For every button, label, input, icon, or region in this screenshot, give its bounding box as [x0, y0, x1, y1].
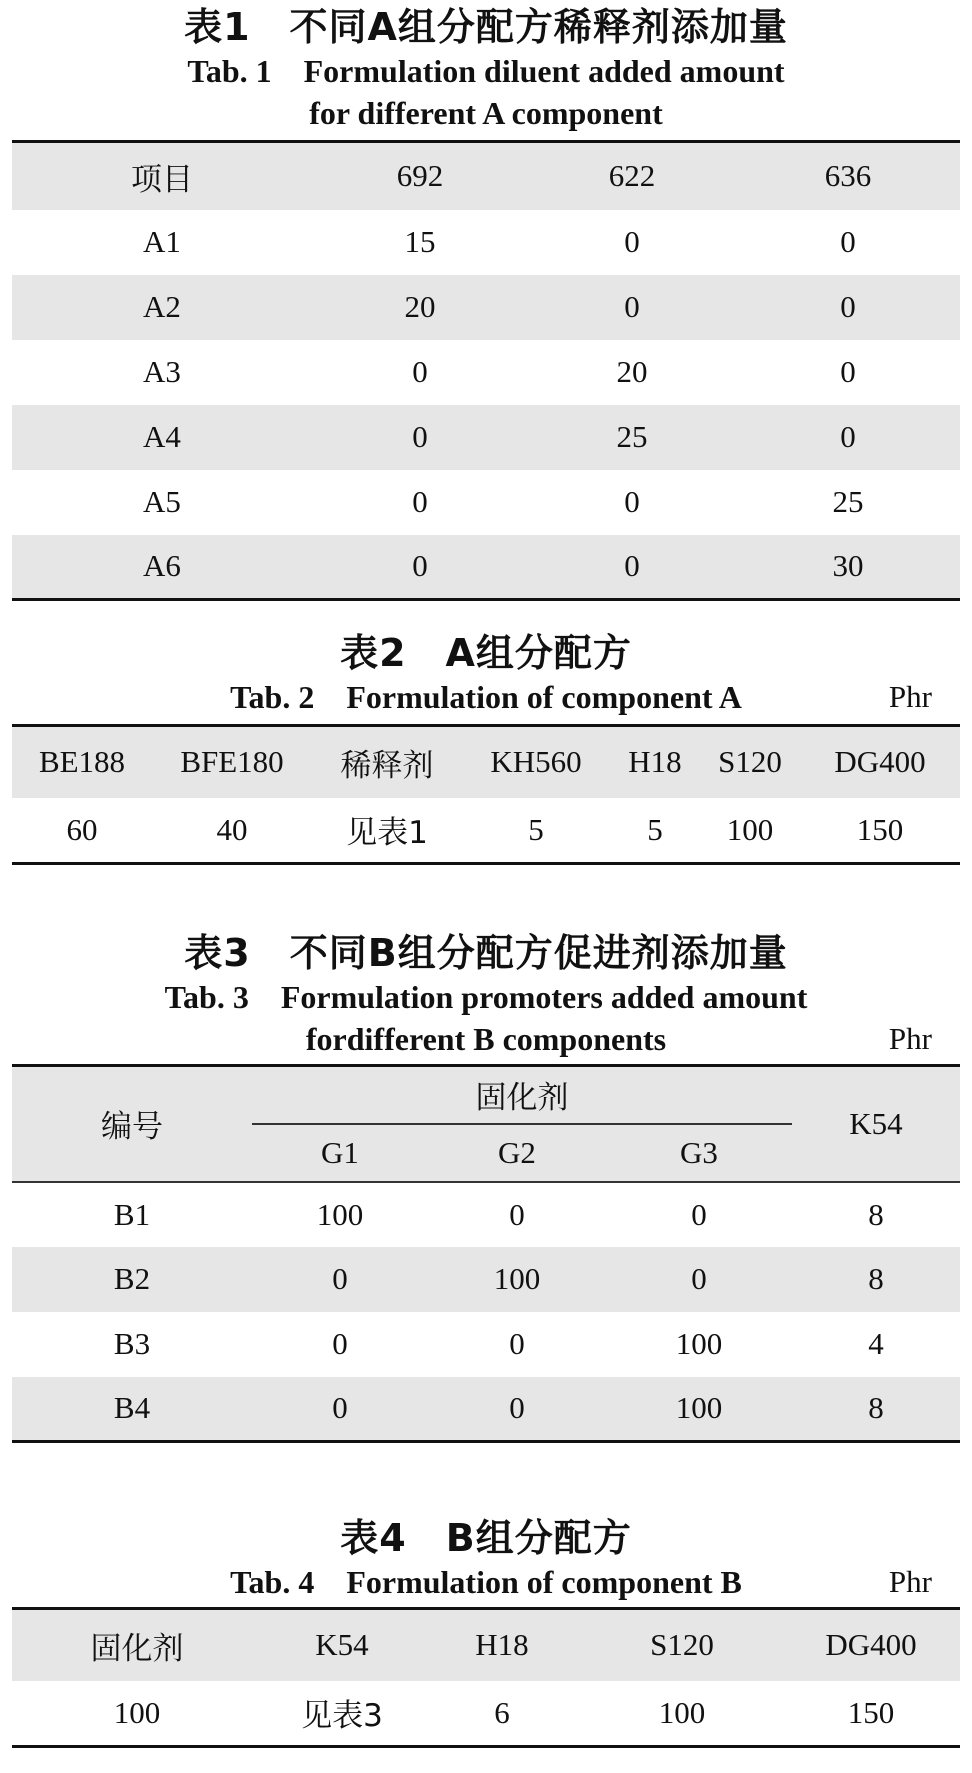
table4-title-en: Tab. 4 Formulation of component B — [230, 1564, 742, 1600]
table4-header-row — [12, 1609, 960, 1681]
table-cell: 0 — [840, 289, 856, 324]
table2-title-en-row — [12, 676, 960, 718]
table-cell: 0 — [412, 548, 428, 584]
table3-header-g3: G3 — [680, 1134, 718, 1170]
table-cell: A2 — [143, 289, 181, 324]
table-cell: A4 — [143, 419, 181, 454]
table-cell: 0 — [412, 484, 428, 519]
table-cell: 0 — [509, 1390, 525, 1426]
table-cell: 0 — [509, 1196, 525, 1232]
table-cell: 0 — [840, 354, 856, 389]
table-cell: 0 — [840, 224, 856, 259]
table2-unit: Phr — [888, 679, 932, 714]
table-cell: 0 — [509, 1326, 525, 1361]
table-row — [12, 535, 960, 600]
table-cell: 5 — [647, 811, 663, 847]
table1 — [12, 140, 960, 601]
table-cell: 0 — [332, 1261, 348, 1296]
table-cell: 60 — [66, 811, 98, 847]
table2-title-en: Tab. 2 Formulation of component A — [230, 679, 742, 715]
table-cell: B3 — [113, 1326, 151, 1361]
table-cell: 100 — [726, 811, 774, 847]
table3-header-curing-agent: 固化剂 — [252, 1066, 792, 1124]
table4-header-curing-agent: 固化剂 — [90, 1630, 184, 1667]
table1-header-636: 636 — [824, 158, 872, 194]
table1-title-cn: 表1 不同A组分配方稀释剂添加量 — [184, 5, 788, 49]
table2-header-diluent: 稀释剂 — [340, 747, 434, 784]
table-cell: B2 — [113, 1261, 151, 1296]
table-cell: 见表3 — [301, 1698, 383, 1735]
table-cell: A6 — [143, 548, 181, 584]
table3 — [12, 1064, 960, 1443]
table-cell: 8 — [868, 1390, 884, 1426]
table-cell: 5 — [528, 811, 544, 847]
table4-header-k54: K54 — [315, 1627, 369, 1663]
table2-header-be188: BE188 — [38, 744, 126, 780]
table2 — [12, 724, 960, 865]
table-cell: A5 — [143, 484, 181, 519]
table1-header-item: 项目 — [131, 161, 193, 198]
table-cell: 0 — [691, 1196, 707, 1232]
table-row — [12, 405, 960, 470]
table-cell: 0 — [624, 484, 640, 519]
table-row — [12, 275, 960, 340]
table-row — [12, 1312, 960, 1377]
table-row — [12, 798, 960, 864]
table3-header-k54: K54 — [849, 1105, 903, 1141]
table-cell: 0 — [691, 1261, 707, 1296]
table2-header-dg400: DG400 — [834, 744, 926, 780]
table-cell: B1 — [113, 1196, 151, 1232]
table1-title-en-line1: Tab. 1 Formulation diluent added amount — [187, 53, 785, 89]
table2-header-kh560: KH560 — [490, 744, 582, 780]
table4-header-dg400: DG400 — [825, 1627, 917, 1663]
table-cell: 0 — [412, 354, 428, 389]
table4-section — [12, 1515, 960, 1748]
table-cell: 100 — [316, 1196, 364, 1232]
table-cell: B4 — [113, 1390, 151, 1426]
table4-header-s120: S120 — [650, 1627, 714, 1663]
table-cell: 15 — [404, 224, 436, 259]
table-row — [12, 1377, 960, 1442]
table4-unit: Phr — [888, 1564, 932, 1599]
table-cell: 0 — [332, 1326, 348, 1361]
table-row — [12, 1247, 960, 1312]
table4 — [12, 1607, 960, 1748]
table-row — [12, 1681, 960, 1747]
table-cell: 100 — [675, 1390, 723, 1426]
table1-header-622: 622 — [608, 158, 656, 194]
table3-header-id: 编号 — [101, 1109, 163, 1146]
table-cell: A3 — [143, 354, 181, 389]
table-cell: 100 — [675, 1326, 723, 1361]
table-cell: A1 — [143, 224, 181, 259]
table2-header-row — [12, 726, 960, 798]
table1-header-row — [12, 142, 960, 210]
table-row — [12, 340, 960, 405]
table-cell: 4 — [868, 1326, 884, 1361]
table-cell: 8 — [868, 1261, 884, 1296]
table4-title-cn: 表4 B组分配方 — [340, 1516, 632, 1560]
table3-header-g1: G1 — [321, 1134, 359, 1170]
table2-title-cn: 表2 A组分配方 — [340, 631, 632, 675]
table2-header-h18: H18 — [628, 744, 682, 780]
table-row — [12, 210, 960, 275]
table3-title-cn: 表3 不同B组分配方促进剂添加量 — [184, 931, 788, 975]
table-cell: 150 — [847, 1694, 895, 1730]
table3-title-en-line1: Tab. 3 Formulation promoters added amount — [164, 979, 808, 1015]
table3-title-en-line2: fordifferent B components — [305, 1021, 667, 1057]
table-cell: 20 — [404, 289, 436, 324]
table-cell: 6 — [494, 1694, 510, 1730]
table-cell: 0 — [332, 1390, 348, 1426]
table4-title-en-row — [12, 1561, 960, 1603]
table-cell: 0 — [840, 419, 856, 454]
table-cell: 25 — [832, 484, 864, 519]
table-row — [12, 1182, 960, 1247]
table-row — [12, 470, 960, 535]
table-cell: 20 — [616, 354, 648, 389]
table-cell: 0 — [624, 548, 640, 584]
table-cell: 150 — [856, 811, 904, 847]
table-cell: 40 — [216, 811, 248, 847]
table1-section — [12, 4, 960, 601]
table-cell: 0 — [624, 289, 640, 324]
table3-unit: Phr — [888, 1021, 932, 1056]
table3-title-en-row2 — [12, 1018, 960, 1060]
table-cell: 0 — [412, 419, 428, 454]
table2-header-s120: S120 — [718, 744, 782, 780]
table-cell: 30 — [832, 548, 864, 584]
table1-header-692: 692 — [396, 158, 444, 194]
table3-header-row1 — [12, 1066, 960, 1124]
table-cell: 8 — [868, 1196, 884, 1232]
table-cell: 100 — [658, 1694, 706, 1730]
table-cell: 0 — [624, 224, 640, 259]
table-cell: 100 — [113, 1694, 161, 1730]
table3-section — [12, 930, 960, 1443]
table-cell: 25 — [616, 419, 648, 454]
table2-section — [12, 630, 960, 865]
table4-header-h18: H18 — [475, 1627, 529, 1663]
table-cell: 见表1 — [346, 815, 428, 852]
table1-title-en-line2: for different A component — [309, 95, 663, 131]
table3-header-g2: G2 — [498, 1134, 536, 1170]
table-cell: 100 — [493, 1261, 541, 1296]
table2-header-bfe180: BFE180 — [180, 744, 284, 780]
